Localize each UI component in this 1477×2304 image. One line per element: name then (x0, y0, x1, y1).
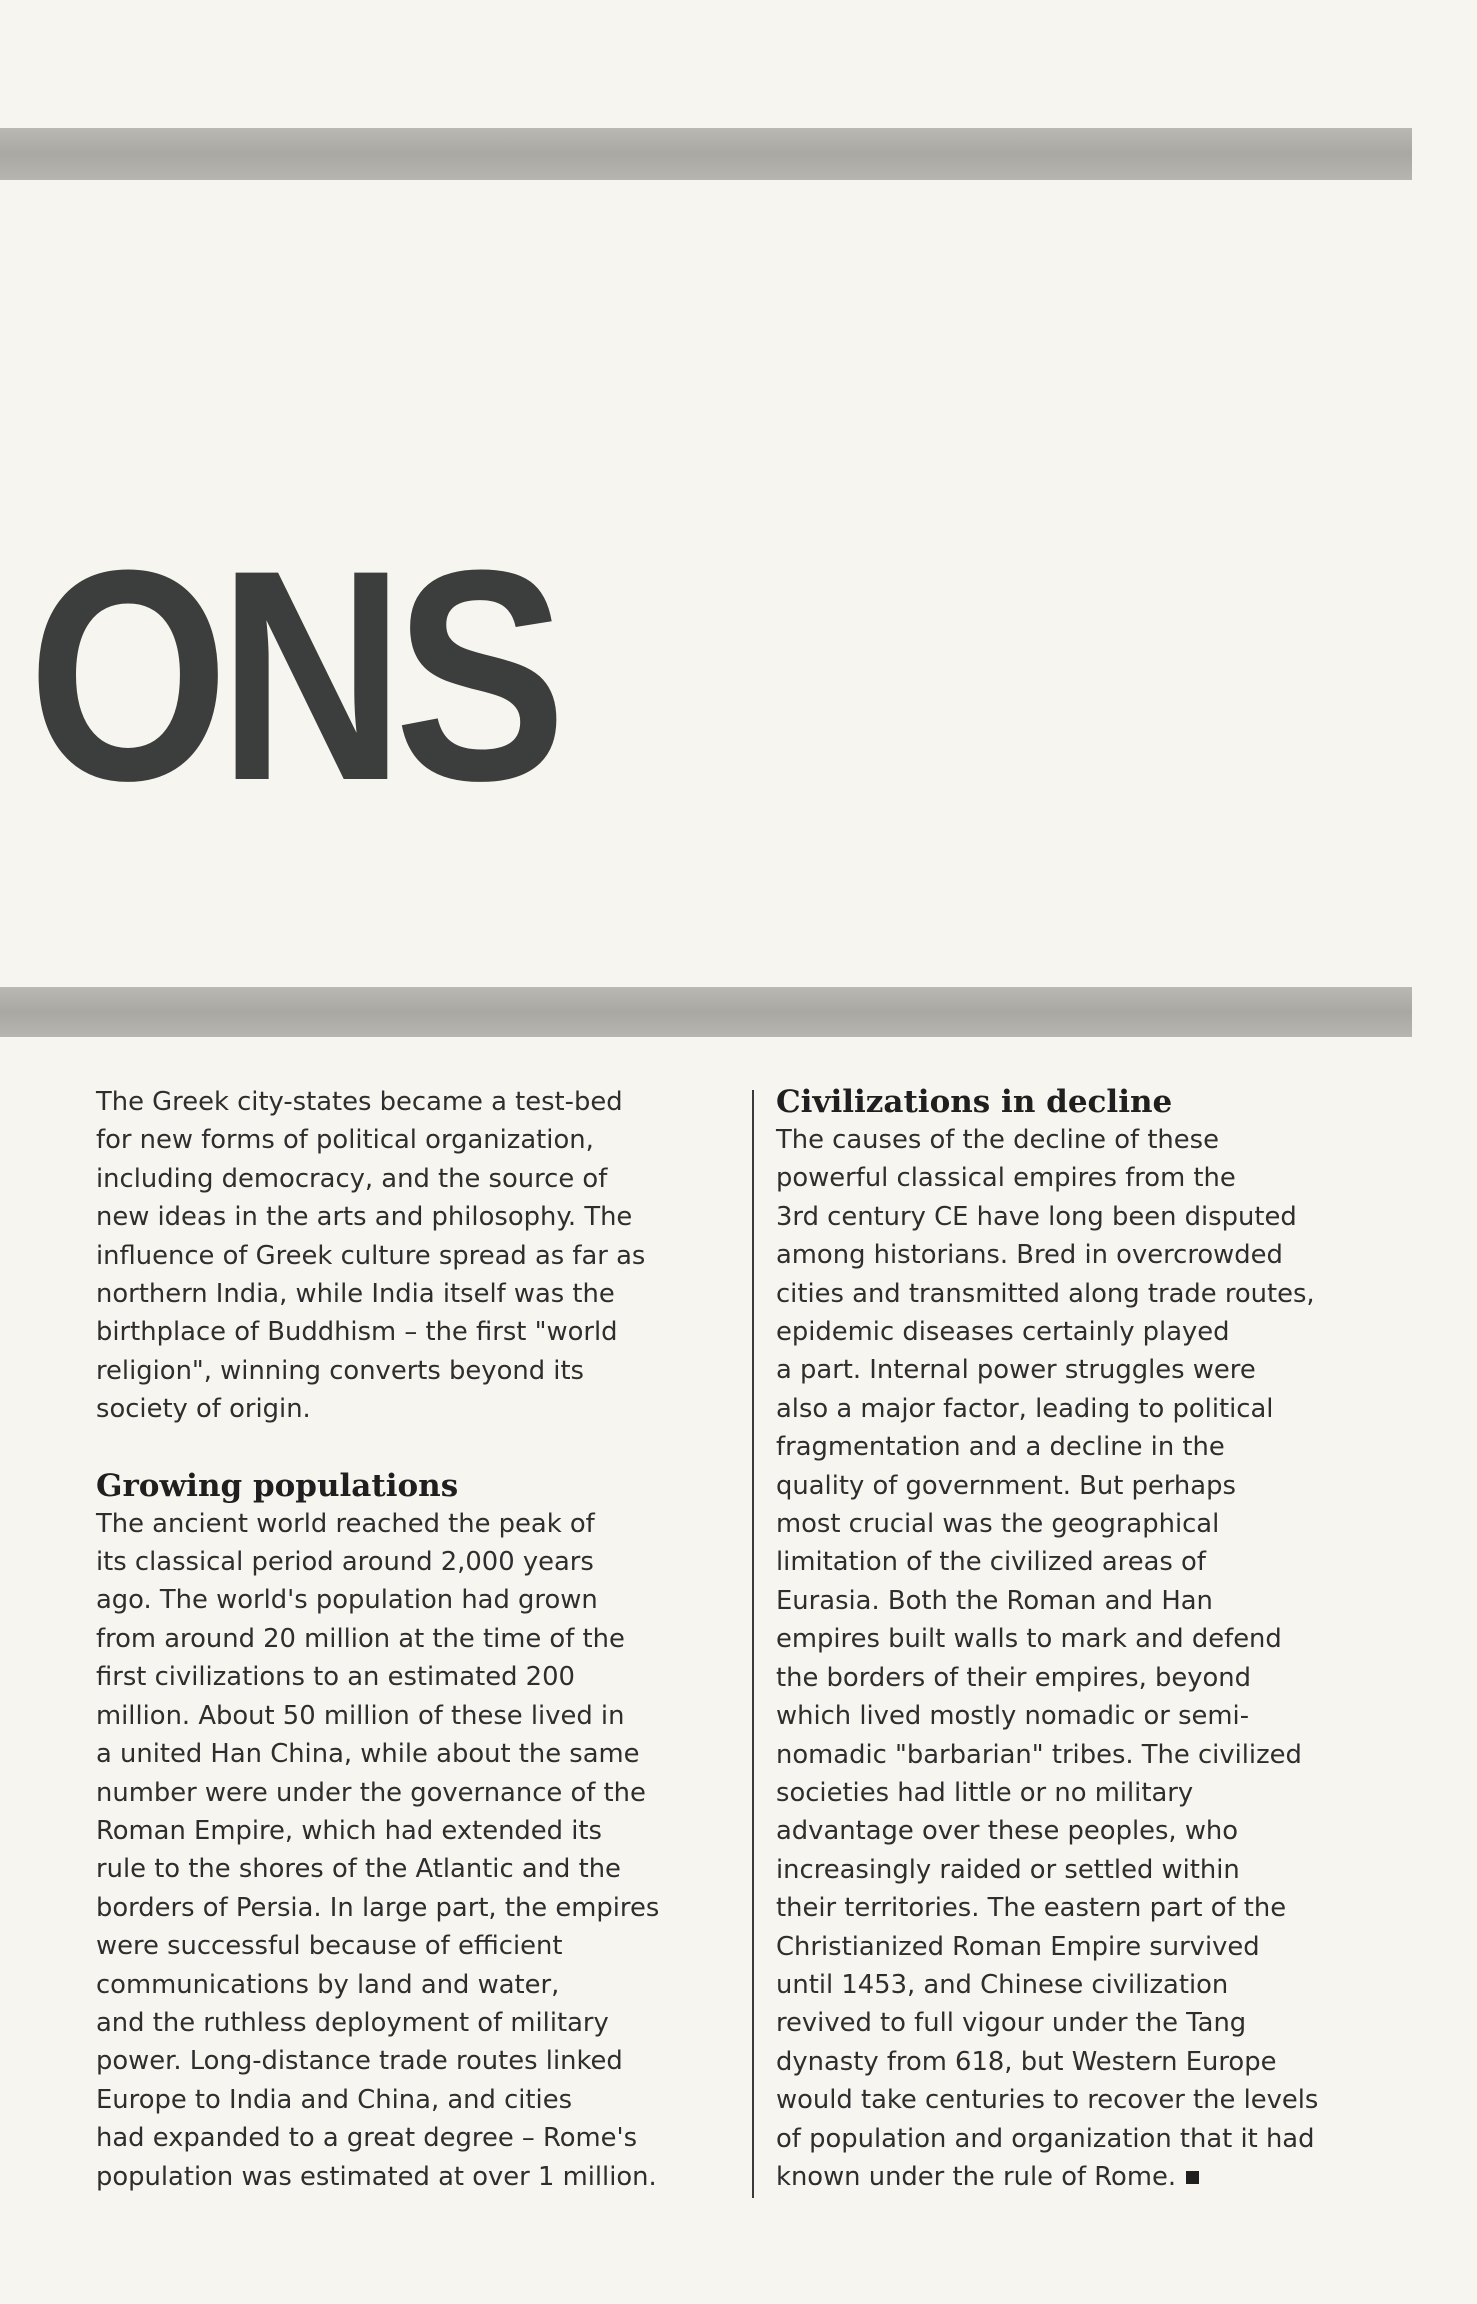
text-line: first civilizations to an estimated 200 (96, 1662, 575, 1693)
text-line: borders of Persia. In large part, the empires (96, 1892, 660, 1923)
text-line: The Greek city-states became a test-bed (96, 1087, 623, 1117)
text-line: influence of Greek culture spread as far as (96, 1240, 646, 1271)
text-line: epidemic diseases certainly played (776, 1317, 1230, 1348)
text-line: birthplace of Buddhism – the first "world (96, 1317, 618, 1348)
text-line: had expanded to a great degree – Rome's (96, 2123, 638, 2154)
text-line: population was estimated at over 1 million. (96, 2161, 657, 2192)
text-line: limitation of the civilized areas of (776, 1547, 1206, 1578)
text-line: most crucial was the geographical (776, 1509, 1220, 1540)
text-line: also a major factor, leading to political (776, 1393, 1274, 1424)
text-line: million. About 50 million of these lived in (96, 1700, 625, 1731)
text-line: quality of government. But perhaps (776, 1470, 1236, 1501)
text-line: cities and transmitted along trade routes, (776, 1278, 1315, 1309)
page-title: ONS (28, 507, 557, 843)
text-line: communications by land and water, (96, 1969, 560, 2000)
right-text-column (776, 1083, 1406, 2196)
text-line: Christianized Roman Empire survived (776, 1931, 1260, 1962)
text-line: society of origin. (96, 1394, 311, 1425)
text-line: a united Han China, while about the same (96, 1739, 640, 1770)
text-line: religion", winning converts beyond its (96, 1355, 584, 1386)
text-line: until 1453, and Chinese civilization (776, 1969, 1229, 2000)
text-line: Roman Empire, which had extended its (96, 1815, 602, 1846)
text-line: their territories. The eastern part of the (776, 1893, 1287, 1924)
text-line: ago. The world's population had grown (96, 1585, 598, 1616)
text-line: and the ruthless deployment of military (96, 2007, 609, 2038)
civilizations-in-decline-paragraph (776, 1121, 1406, 2196)
text-line: fragmentation and a decline in the (776, 1432, 1225, 1463)
text-line: powerful classical empires from the (776, 1163, 1236, 1194)
text-line: dynasty from 618, but Western Europe (776, 2046, 1277, 2077)
text-line: increasingly raided or settled within (776, 1854, 1240, 1885)
text-line: northern India, while India itself was the (96, 1279, 615, 1310)
text-line: empires built walls to mark and defend (776, 1624, 1282, 1655)
text-line: its classical period around 2,000 years (96, 1547, 594, 1578)
text-line: nomadic "barbarian" tribes. The civilized (776, 1739, 1302, 1770)
text-line: new ideas in the arts and philosophy. The (96, 1202, 633, 1233)
text-line: Eurasia. Both the Roman and Han (776, 1585, 1213, 1616)
text-line: would take centuries to recover the levels (776, 2085, 1319, 2116)
text-line: of population and organization that it had (776, 2123, 1315, 2154)
text-line: including democracy, and the source of (96, 1163, 608, 1194)
text-line: The causes of the decline of these (776, 1125, 1219, 1155)
intro-paragraph (96, 1083, 726, 1429)
left-text-column (96, 1083, 726, 2196)
text-line: 3rd century CE have long been disputed (776, 1201, 1297, 1232)
bottom-decorative-band (0, 987, 1412, 1037)
text-line: from around 20 million at the time of the (96, 1623, 625, 1654)
text-line: The ancient world reached the peak of (96, 1508, 595, 1539)
growing-populations-paragraph (96, 1505, 726, 2196)
text-line: for new forms of political organization, (96, 1125, 594, 1156)
text-line: which lived mostly nomadic or semi- (776, 1701, 1249, 1732)
text-line: known under the rule of Rome. (776, 2158, 1406, 2196)
text-line: number were under the governance of the (96, 1777, 646, 1808)
text-line: societies had little or no military (776, 1777, 1194, 1808)
text-line: advantage over these peoples, who (776, 1816, 1239, 1847)
text-line: were successful because of efficient (96, 1931, 563, 1962)
top-decorative-band (0, 128, 1412, 180)
text-line: power. Long-distance trade routes linked (96, 2046, 623, 2077)
text-line: revived to full vigour under the Tang (776, 2008, 1247, 2039)
section-heading-civilizations-in-decline: Civilizations in decline (776, 1084, 1173, 1120)
text-line: Europe to India and China, and cities (96, 2084, 573, 2115)
text-line: the borders of their empires, beyond (776, 1662, 1252, 1693)
section-heading-growing-populations: Growing populations (96, 1467, 459, 1504)
text-line: a part. Internal power struggles were (776, 1355, 1256, 1386)
column-divider (752, 1090, 754, 2198)
text-line: rule to the shores of the Atlantic and the (96, 1854, 621, 1885)
text-line: among historians. Bred in overcrowded (776, 1240, 1283, 1271)
end-mark-icon (1186, 2171, 1199, 2184)
